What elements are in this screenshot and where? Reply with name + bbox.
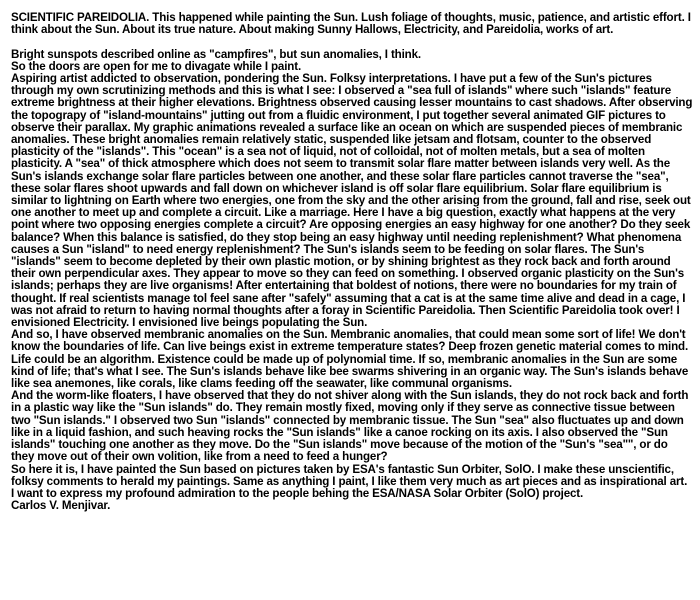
author-signature: Carlos V. Menjivar. [11, 499, 111, 513]
intro-paragraph: SCIENTIFIC PAREIDOLIA. This happened while painting the Sun. Lush foliage of thoughts, music, patience, and artistic effort. I think about the Sun. About its true nature. About making Sunny Hallows, Electricity, and Pareidolia, works of art. [11, 11, 691, 37]
paintings-paragraph: So here it is, I have painted the Sun based on pictures taken by ESA's fantastic Sun Orbiter, SolO. I make these unscientific, folksy comments to herald my paintings. Same as anything I paint, I like them very much as art pieces and as inspirational art. [11, 462, 688, 488]
sunspots-line: Bright sunspots described online as "campfires", but sun anomalies, I think. [11, 47, 421, 61]
worm-like-floaters-paragraph: And the worm-like floaters, I have observed that they do not shiver along with the Sun islands, they do not rock back and forth in a plastic way like the "Sun islands" do. They remain mostly fixed, moving only if they serve as connective tissue between two "Sun islands." I observed two Sun "islands" connected by membranic tissue. The Sun "sea" also fluctuates up and down like in a liquid fashion, and such heaving rocks the "Sun islands" like a canoe rocking on its axis. I also observed the "Sun islands" touching one another as they move. Do the "Sun islands" move because of the motion of the "Sun's "sea"", or do they move out of their own volition, like from a need to feed a hunger? [11, 389, 689, 464]
admiration-line: I want to express my profound admiration to the people behing the ESA/NASA Solar Orbiter (SolO) project. [11, 486, 584, 500]
observation-paragraph: Aspiring artist addicted to observation, pondering the Sun. Folksy interpretations. I have put a few of the Sun's pictures through my own scrutinizing methods and this is what I see: I observed a "sea full of islands" where such "islands" feature extreme brightness at their higher elevations. Brightness observed causing lesser mountains to cast shadows. After observing the topograpy of "island-mountains" jutting out from a fluidic environment, I put together several animated GIF pictures to observe their parallax. My graphic animations revealed a surface like an ocean on which are suspended pieces of membranic anomalies. These bright anomalies remain relatively static, suspended like jetsam and flotsam, counter to the observed plasticity of the "islands". This "ocean" is a sea not of liquid, not of colloidal, not of molten metals, but a sea of molten plasticity. A "sea" of thick atmosphere which does not seem to transmit solar flare matter between islands very well. As the Sun's islands exchange solar flare particles between one another, and these solar flare particles cannot traverse the "sea", these solar flares shoot upwards and fall down on whichever island is off solar flare equilibrium. Solar flare equilibrium is similar to lightning on Earth where two energies, one from the sky and the other arising from the ground, fall and rise, seek out one another to meet up and complete a circuit. Like a marriage. Here I have a big question, exactly what happens at the very point where two opposing energies complete a circuit? Are opposing energies an easy highway for one another? Do they seek balance? When this balance is satisfied, do they stop being an easy highway until needing replenishment? What phenomena causes a Sun "island" to need energy replenishment? The Sun's islands seem to be feeding on solar flares. The Sun's "islands" seem to become depleted by their own plastic motion, or by shining brightest as they rock back and forth around their own perpendicular axes. They appear to move so they can feed on something. I observed organic plasticity on the Sun's islands; perhaps they are live organisms! After entertaining that boldest of notions, there were no boundaries for my train of thought. If real scientists manage tol feel sane after "safely" assuming that a cat is at the same time alive and dead in a cage, I was not afraid to return to having normal thoughts after a foray in Scientific Pareidolia. Then Scientific Pareidolia took over! I envisioned Electricity. I envisioned live beings populating the Sun. [11, 72, 693, 330]
document-body [11, 12, 693, 512]
membranic-anomalies-paragraph: And so, I have observed membranic anomalies on the Sun. Membranic anomalies, that could mean some sort of life! We don't know the boundaries of life. Can live beings exist in extreme temperature states? Deep frozen genetic material comes to mind. Life could be an algorithm. Existence could be made up of polynomial time. If so, membranic anomalies in the Sun are some kind of life; that's what I see. The Sun's islands behave like bee swarms shivering in an organic way. The Sun's islands behave like sea anemones, like corals, like clams feeding off the seawater, like communal organisms. [11, 328, 689, 391]
paragraph-spacer [11, 36, 693, 48]
divagate-line: So the doors are open for me to divagate while I paint. [11, 59, 302, 73]
